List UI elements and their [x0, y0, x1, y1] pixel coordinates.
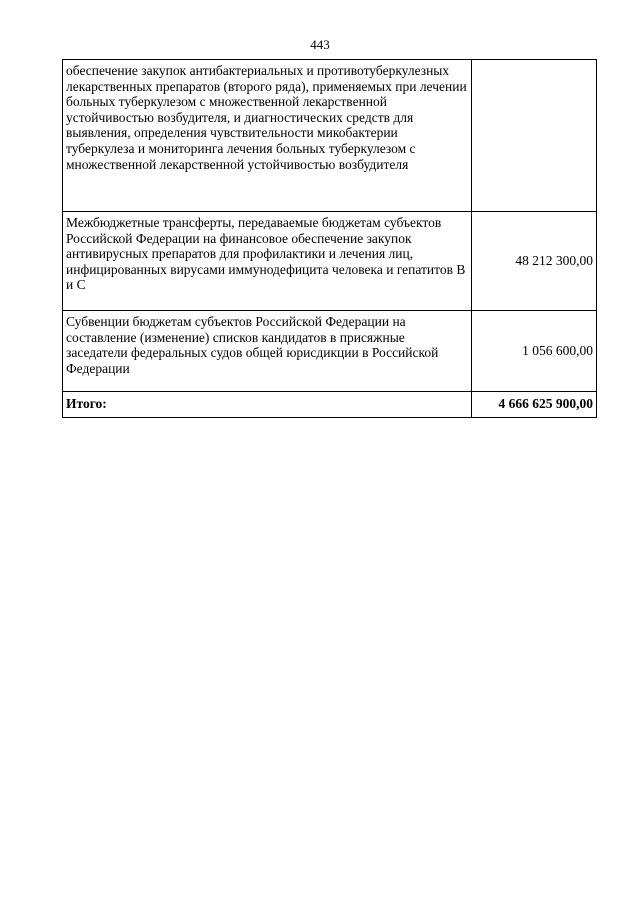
row-description: обеспечение закупок антибактериальных и противотуберкулезных лекарственных препаратов (второго ряда), применяемых при лечении больных туберкулезом с множественной лекарственной устойчивостью возбудителя, и диагностических средств для выявления, определения чувствительности микобактерии туберкулеза и мониторинга лечения больных туберкулезом с множественной лекарственной устойчивостью возбудителя [63, 60, 472, 212]
table-row [63, 60, 597, 212]
row-description: Субвенции бюджетам субъектов Российской Федерации на составление (изменение) списков кандидатов в присяжные заседатели федеральных судов общей юрисдикции в Российской Федерации [63, 311, 472, 392]
row-amount [472, 60, 597, 212]
page-number: 443 [310, 37, 330, 52]
total-amount: 4 666 625 900,00 [472, 392, 597, 418]
row-amount: 48 212 300,00 [472, 212, 597, 311]
total-row [63, 392, 597, 418]
budget-table [62, 59, 597, 418]
row-description: Межбюджетные трансферты, передаваемые бюджетам субъектов Российской Федерации на финансовое обеспечение закупок антивирусных препаратов для профилактики и лечения лиц, инфицированных вирусами иммунодефицита человека и гепатитов В и С [63, 212, 472, 311]
row-amount: 1 056 600,00 [472, 311, 597, 392]
total-label: Итого: [63, 392, 472, 418]
table-row [63, 212, 597, 311]
table-row [63, 311, 597, 392]
